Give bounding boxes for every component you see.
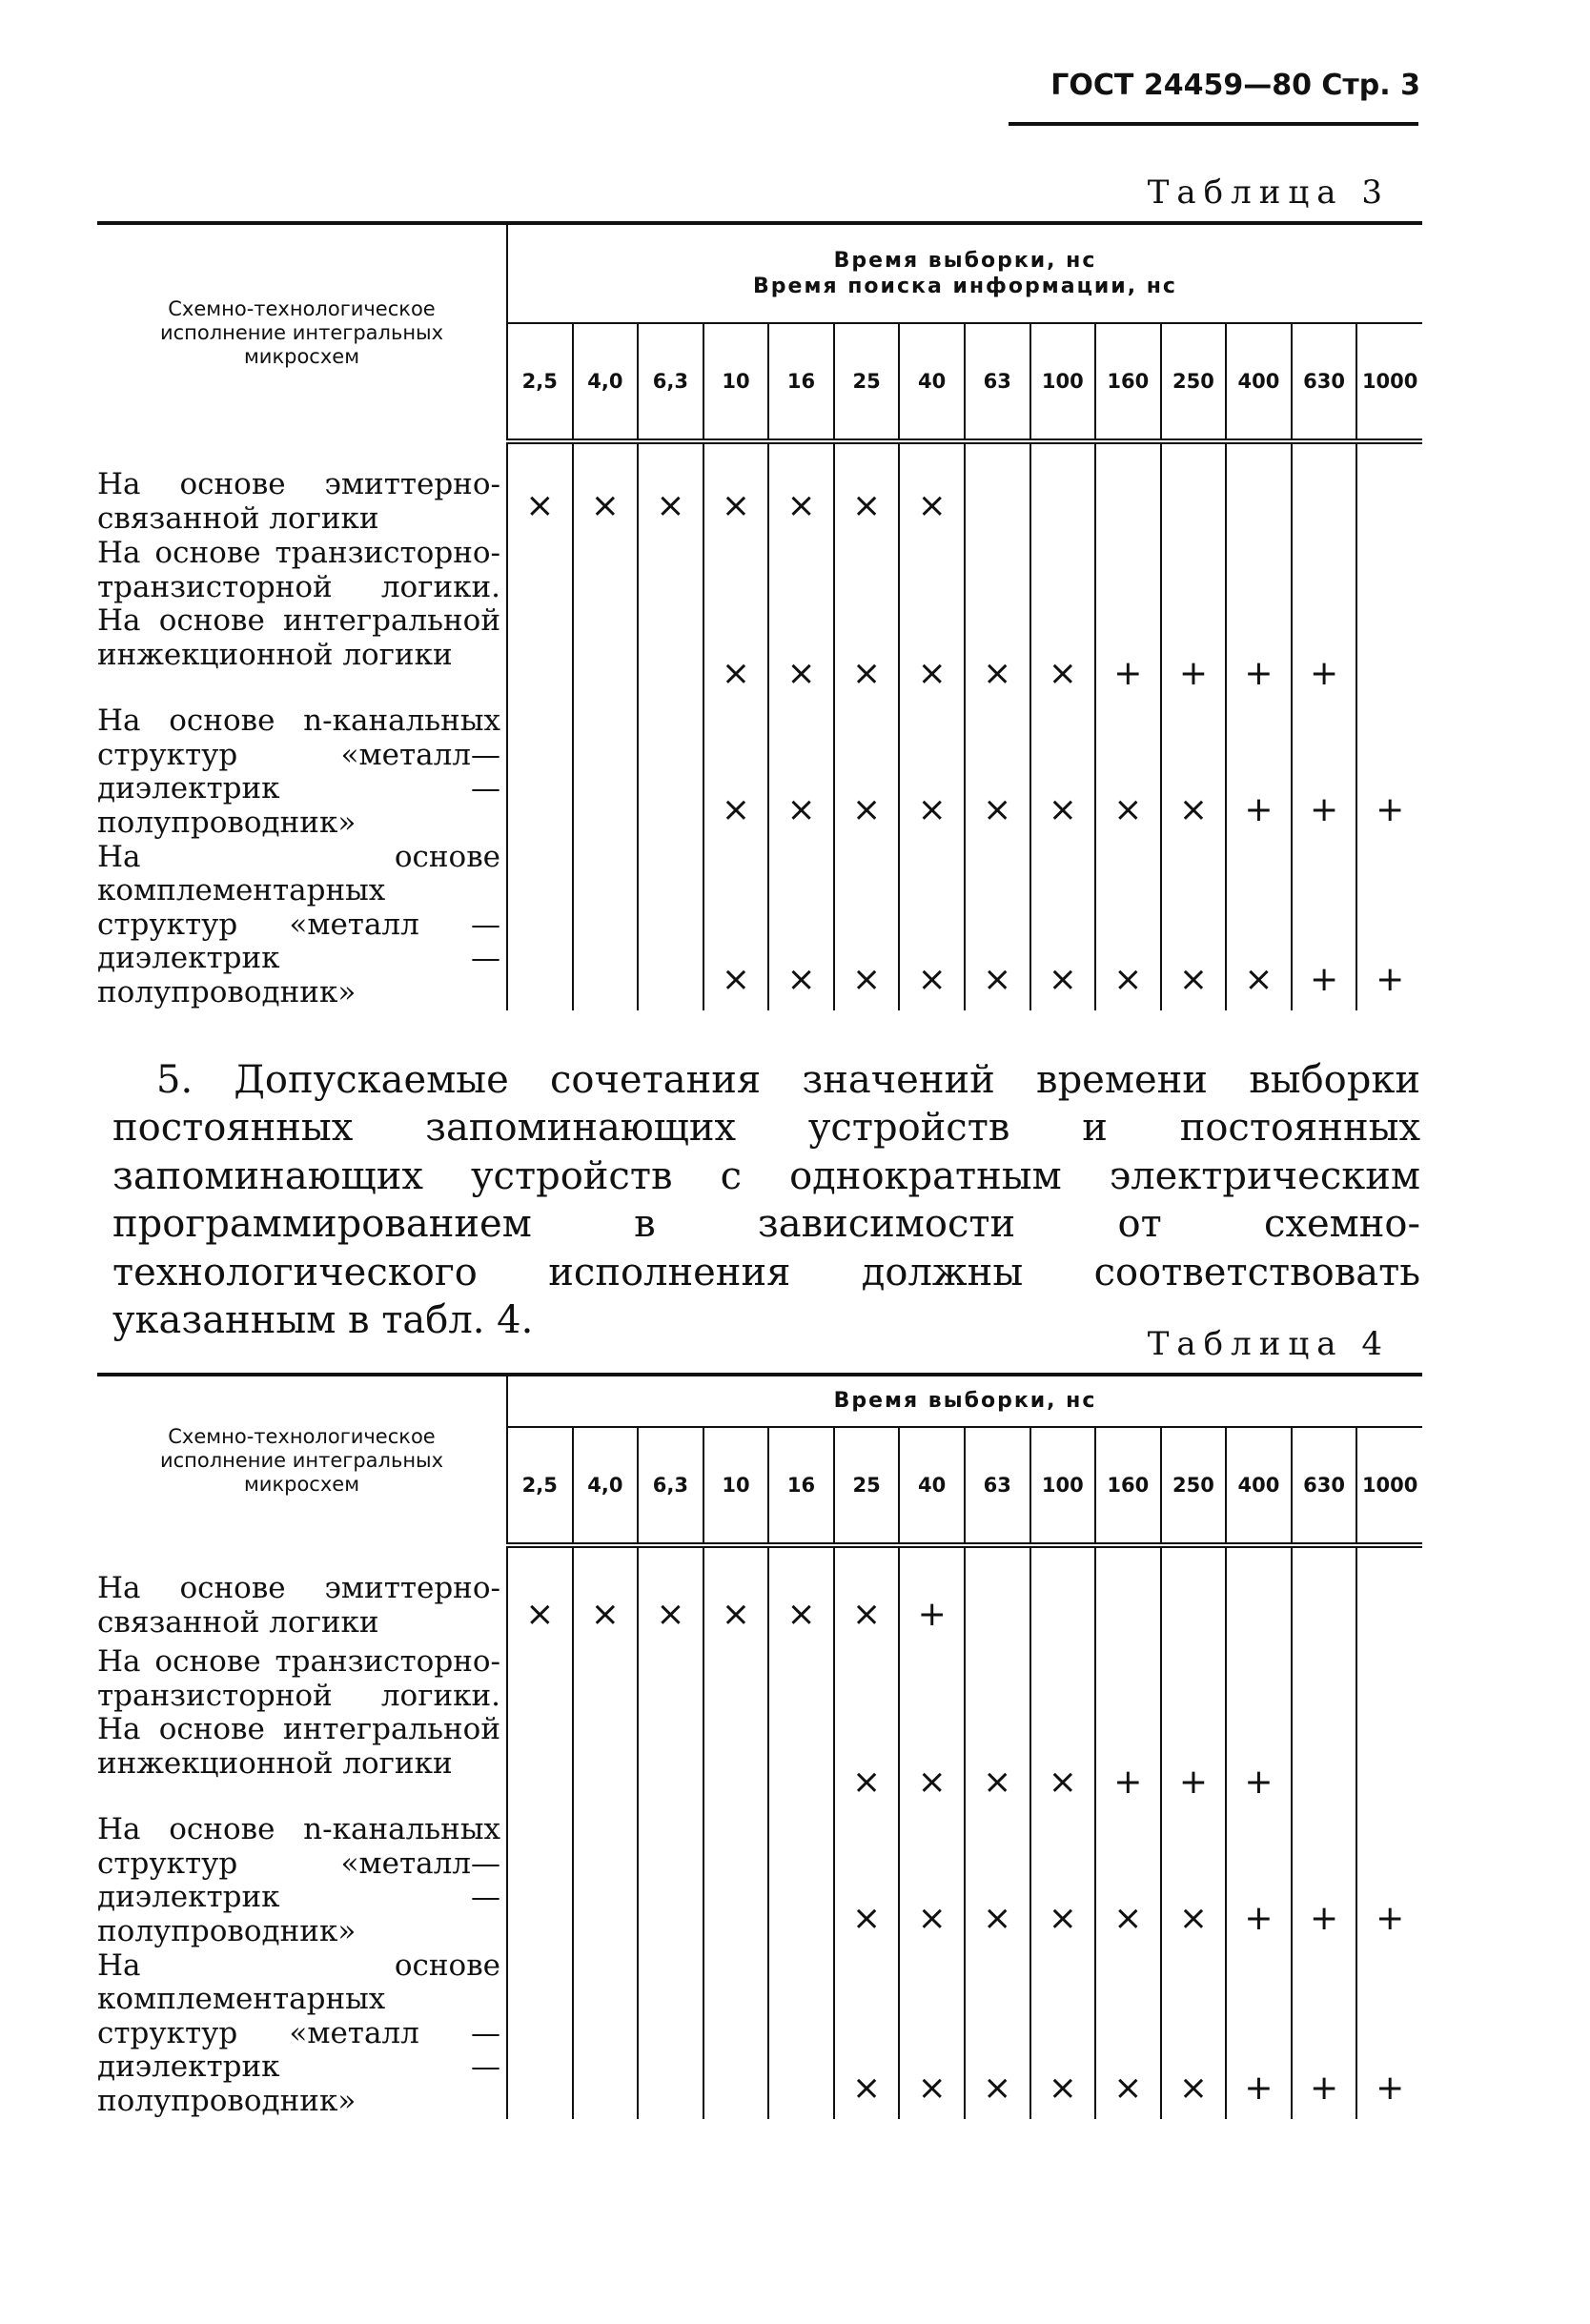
table3-col-0: 2,5 <box>507 323 573 441</box>
empty-cell <box>573 841 639 1010</box>
table4-col-4: 16 <box>768 1427 834 1545</box>
table-row <box>97 1949 1422 2119</box>
row-label: На основе комплементарных структур «металл — диэлектрик — полупроводник» <box>97 1949 507 2119</box>
cross-mark: × <box>768 537 834 704</box>
empty-cell <box>573 1813 639 1949</box>
table4-col-10: 250 <box>1161 1427 1227 1545</box>
plus-mark: + <box>1226 1645 1292 1813</box>
table-4 <box>97 1373 1422 2119</box>
table3-label: Таблица 3 <box>1147 173 1390 212</box>
empty-cell <box>507 1813 573 1949</box>
plus-mark: + <box>1226 704 1292 841</box>
empty-cell <box>638 704 703 841</box>
table-3 <box>97 221 1422 1010</box>
empty-cell <box>1226 1545 1292 1645</box>
cross-mark: × <box>1030 537 1096 704</box>
empty-cell <box>965 1545 1030 1645</box>
table4-col-3: 10 <box>703 1427 769 1545</box>
empty-cell <box>638 537 703 704</box>
table4-col-7: 63 <box>965 1427 1030 1545</box>
cross-mark: × <box>1030 1645 1096 1813</box>
cross-mark: × <box>703 537 769 704</box>
table-row <box>97 1813 1422 1949</box>
table-row <box>97 1545 1422 1645</box>
empty-cell <box>1356 441 1422 537</box>
cross-mark: × <box>1095 1949 1161 2119</box>
cross-mark: × <box>768 1545 834 1645</box>
row-label: На основе транзисторно-транзисторной логики. На основе интегральной инжекционной логики <box>97 1645 507 1813</box>
cross-mark: × <box>899 1949 965 2119</box>
cross-mark: × <box>703 1545 769 1645</box>
empty-cell <box>573 537 639 704</box>
empty-cell <box>1226 441 1292 537</box>
table4-body <box>97 1545 1422 2119</box>
empty-cell <box>1161 1545 1227 1645</box>
row-label: На основе n-канальных структур «металл— диэлектрик — полупроводник» <box>97 1813 507 1949</box>
table-row <box>97 1645 1422 1813</box>
table3-col-9: 160 <box>1095 323 1161 441</box>
cross-mark: × <box>899 537 965 704</box>
cross-mark: × <box>1161 704 1227 841</box>
cross-mark: × <box>1030 1813 1096 1949</box>
table4-col-11: 400 <box>1226 1427 1292 1545</box>
table-row <box>97 704 1422 841</box>
empty-cell <box>638 1645 703 1813</box>
cross-mark: × <box>965 537 1030 704</box>
cross-mark: × <box>638 441 703 537</box>
cross-mark: × <box>899 841 965 1010</box>
cross-mark: × <box>703 704 769 841</box>
table4-label: Таблица 4 <box>1147 1325 1390 1363</box>
cross-mark: × <box>834 537 900 704</box>
cross-mark: × <box>899 441 965 537</box>
plus-mark: + <box>1292 704 1357 841</box>
row-label: На основе эмиттерно-связанной логики <box>97 441 507 537</box>
empty-cell <box>768 1645 834 1813</box>
table4-col-9: 160 <box>1095 1427 1161 1545</box>
cross-mark: × <box>573 1545 639 1645</box>
table4-stub-header: Схемно-технологическое исполнение интегральных микросхем <box>97 1375 507 1545</box>
plus-mark: + <box>1292 1949 1357 2119</box>
plus-mark: + <box>1095 1645 1161 1813</box>
plus-mark: + <box>1226 537 1292 704</box>
cross-mark: × <box>834 1813 900 1949</box>
table-row <box>97 441 1422 537</box>
cross-mark: × <box>834 1645 900 1813</box>
table3-stub-header: Схемно-технологическое исполнение интегральных микросхем <box>97 223 507 441</box>
plus-mark: + <box>1292 537 1357 704</box>
cross-mark: × <box>768 441 834 537</box>
plus-mark: + <box>1095 537 1161 704</box>
cross-mark: × <box>834 841 900 1010</box>
cross-mark: × <box>703 441 769 537</box>
cross-mark: × <box>899 1813 965 1949</box>
table3-group-title-1: Время выборки, нс <box>833 248 1097 273</box>
table4-col-8: 100 <box>1030 1427 1096 1545</box>
cross-mark: × <box>507 441 573 537</box>
plus-mark: + <box>1161 537 1227 704</box>
cross-mark: × <box>1030 1949 1096 2119</box>
table4-col-1: 4,0 <box>573 1427 639 1545</box>
table4-col-5: 25 <box>834 1427 900 1545</box>
empty-cell <box>703 1813 769 1949</box>
table4-col-13: 1000 <box>1356 1427 1422 1545</box>
table3-group-title-2: Время поиска информации, нс <box>753 275 1177 298</box>
table3-col-5: 25 <box>834 323 900 441</box>
table3-col-3: 10 <box>703 323 769 441</box>
table3-col-13: 1000 <box>1356 323 1422 441</box>
cross-mark: × <box>899 704 965 841</box>
cross-mark: × <box>965 1949 1030 2119</box>
cross-mark: × <box>1095 841 1161 1010</box>
table3-col-4: 16 <box>768 323 834 441</box>
empty-cell <box>965 441 1030 537</box>
cross-mark: × <box>965 1813 1030 1949</box>
table-row <box>97 841 1422 1010</box>
empty-cell <box>507 537 573 704</box>
empty-cell <box>573 1645 639 1813</box>
cross-mark: × <box>768 841 834 1010</box>
empty-cell <box>1161 441 1227 537</box>
cross-mark: × <box>1030 704 1096 841</box>
empty-cell <box>703 1949 769 2119</box>
table3-col-11: 400 <box>1226 323 1292 441</box>
cross-mark: × <box>834 1545 900 1645</box>
cross-mark: × <box>965 704 1030 841</box>
header-rule <box>1009 122 1418 126</box>
empty-cell <box>507 1949 573 2119</box>
empty-cell <box>1095 1545 1161 1645</box>
empty-cell <box>1292 1645 1357 1813</box>
row-label: На основе комплементарных структур «металл — диэлектрик — полупроводник» <box>97 841 507 1010</box>
cross-mark: × <box>965 1645 1030 1813</box>
empty-cell <box>1356 537 1422 704</box>
cross-mark: × <box>1095 1813 1161 1949</box>
plus-mark: + <box>1161 1645 1227 1813</box>
plus-mark: + <box>1356 1949 1422 2119</box>
cross-mark: × <box>573 441 639 537</box>
table4-col-2: 6,3 <box>638 1427 703 1545</box>
cross-mark: × <box>703 841 769 1010</box>
empty-cell <box>507 704 573 841</box>
plus-mark: + <box>899 1545 965 1645</box>
table3-col-1: 4,0 <box>573 323 639 441</box>
cross-mark: × <box>965 841 1030 1010</box>
plus-mark: + <box>1292 841 1357 1010</box>
empty-cell <box>638 841 703 1010</box>
table4-group-header: Время выборки, нс <box>507 1375 1422 1427</box>
cross-mark: × <box>834 704 900 841</box>
cross-mark: × <box>768 704 834 841</box>
paragraph-5: 5. Допускаемые сочетания значений времени выборки постоянных запоминающих устройств и постоянных запоминающих устройств с однократным электрическим программированием в зависимости от схемно-технологического исполнения должны соответствовать указанным в табл. 4. <box>112 1058 1420 1342</box>
plus-mark: + <box>1356 704 1422 841</box>
table3-col-6: 40 <box>899 323 965 441</box>
empty-cell <box>1356 1545 1422 1645</box>
cross-mark: × <box>1030 841 1096 1010</box>
empty-cell <box>1292 1545 1357 1645</box>
empty-cell <box>1030 1545 1096 1645</box>
empty-cell <box>703 1645 769 1813</box>
table-row <box>97 537 1422 704</box>
cross-mark: × <box>1226 841 1292 1010</box>
plus-mark: + <box>1292 1813 1357 1949</box>
cross-mark: × <box>507 1545 573 1645</box>
table3-col-8: 100 <box>1030 323 1096 441</box>
empty-cell <box>768 1813 834 1949</box>
row-label: На основе эмиттерно-связанной логики <box>97 1545 507 1645</box>
cross-mark: × <box>1161 1813 1227 1949</box>
empty-cell <box>768 1949 834 2119</box>
empty-cell <box>1356 1645 1422 1813</box>
table4-col-12: 630 <box>1292 1427 1357 1545</box>
cross-mark: × <box>1161 841 1227 1010</box>
cross-mark: × <box>899 1645 965 1813</box>
plus-mark: + <box>1356 841 1422 1010</box>
table4-col-6: 40 <box>899 1427 965 1545</box>
table3-col-12: 630 <box>1292 323 1357 441</box>
cross-mark: × <box>834 441 900 537</box>
table3-col-10: 250 <box>1161 323 1227 441</box>
empty-cell <box>638 1813 703 1949</box>
plus-mark: + <box>1356 1813 1422 1949</box>
table3-group-header <box>507 223 1422 323</box>
cross-mark: × <box>638 1545 703 1645</box>
table3-col-7: 63 <box>965 323 1030 441</box>
empty-cell <box>573 704 639 841</box>
page-header: ГОСТ 24459—80 Стр. 3 <box>1050 69 1420 102</box>
empty-cell <box>573 1949 639 2119</box>
empty-cell <box>638 1949 703 2119</box>
table4-col-0: 2,5 <box>507 1427 573 1545</box>
empty-cell <box>1292 441 1357 537</box>
cross-mark: × <box>1161 1949 1227 2119</box>
cross-mark: × <box>834 1949 900 2119</box>
plus-mark: + <box>1226 1949 1292 2119</box>
empty-cell <box>507 1645 573 1813</box>
row-label: На основе транзисторно-транзисторной логики. На основе интегральной инжекционной логики <box>97 537 507 704</box>
cross-mark: × <box>1095 704 1161 841</box>
row-label: На основе n-канальных структур «металл— диэлектрик — полупроводник» <box>97 704 507 841</box>
empty-cell <box>1095 441 1161 537</box>
plus-mark: + <box>1226 1813 1292 1949</box>
empty-cell <box>1030 441 1096 537</box>
table3-body <box>97 441 1422 1010</box>
table3-col-2: 6,3 <box>638 323 703 441</box>
empty-cell <box>507 841 573 1010</box>
